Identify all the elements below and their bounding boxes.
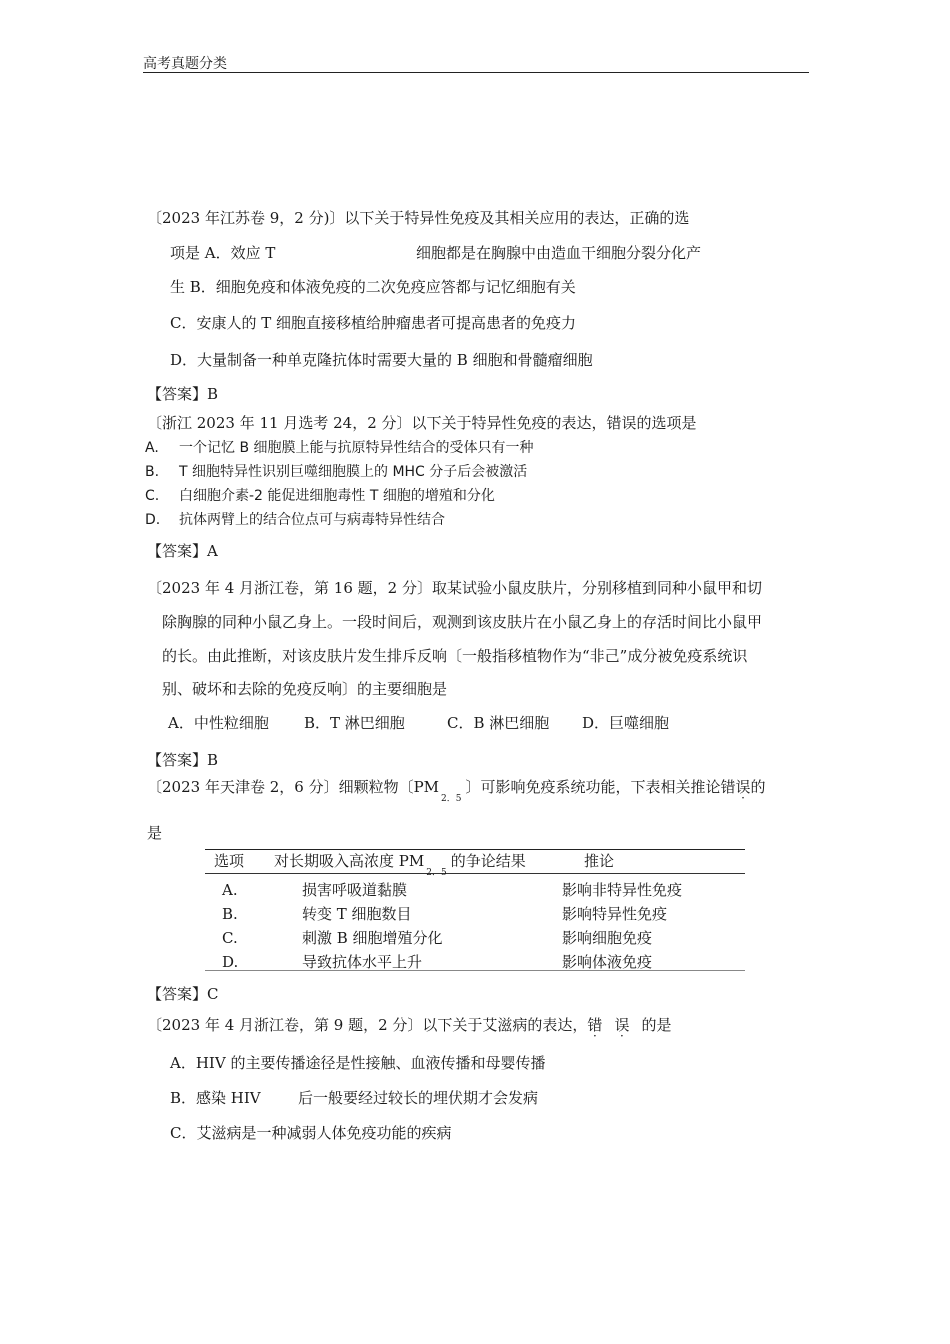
option-text: T 细胞特异性识别巨噬细胞膜上的 MHC 分子后会被激活 <box>179 464 528 480</box>
q5-option-b-b: 后一般要经过较长的埋伏期才会发病 <box>298 1089 539 1107</box>
option-text: 一个记忆 B 细胞膜上能与抗原特异性结合的受体只有一种 <box>179 440 534 456</box>
q2-option-c <box>145 486 495 506</box>
table-header-result-a: 对长期吸入高浓度 PM <box>274 852 425 870</box>
table-cell-inference: 影响特异性免疫 <box>562 905 668 923</box>
q5-option-c: C．艾滋病是一种减弱人体免疫功能的疾病 <box>170 1124 452 1142</box>
q3-line4: 别、破坏和去除的免疫反响〕的主要细胞是 <box>162 680 448 698</box>
q1-stem: 〔2023 年江苏卷 9，2 分)〕以下关于特异性免疫及其相关应用的表达，正确的选 <box>147 209 690 227</box>
q5-stem-a: 〔2023 年 4 月浙江卷，第 9 题，2 分〕以下关于艾滋病的表达， <box>147 1016 588 1034</box>
table-cell-option: B. <box>222 905 238 923</box>
table-cell-inference: 影响体液免疫 <box>562 953 653 971</box>
q4-stem-c3: 的 <box>750 778 766 796</box>
table-cell-option: D. <box>222 953 239 971</box>
q4-stem-cont: 是 <box>147 824 163 842</box>
q5-stem-word2: 误 <box>614 1016 630 1034</box>
q3-line1: 〔2023 年 4 月浙江卷，第 16 题，2 分〕取某试验小鼠皮肤片，分别移植到同种小鼠甲和切 <box>147 579 762 597</box>
q5-stem-word1: 错 <box>587 1016 603 1034</box>
q2-stem: 〔浙江 2023 年 11 月选考 24，2 分〕以下关于特异性免疫的表达，错误的选项是 <box>147 414 697 432</box>
q5-stem <box>147 1015 671 1035</box>
q4-stem-subscript: 2．5 <box>441 794 462 804</box>
table-header-result-subscript: 2．5 <box>426 868 447 878</box>
q4-answer: 【答案】C <box>147 985 219 1003</box>
q3-line2: 除胸腺的同种小鼠乙身上。一段时间后，观测到该皮肤片在小鼠乙身上的存活时间比小鼠甲 <box>162 613 763 631</box>
q5-option-a: A．HIV 的主要传播途径是性接触、血液传播和母婴传播 <box>170 1054 546 1072</box>
page-header <box>143 56 809 73</box>
table-cell-result: 刺激 B 细胞增殖分化 <box>302 929 443 947</box>
option-text: 抗体两臂上的结合位点可与病毒特异性结合 <box>179 512 445 528</box>
q5-option-b-a: B．感染 HIV <box>170 1089 261 1107</box>
q1-line2a: 项是 A．效应 T <box>170 244 276 262</box>
option-label: A. <box>145 440 159 456</box>
table-top-rule <box>205 849 745 850</box>
q1-line2b: 细胞都是在胸腺中由造血干细胞分裂分化产 <box>416 244 702 262</box>
q3-option-a: A．中性粒细胞 <box>168 714 269 732</box>
q2-option-d <box>145 510 445 530</box>
q2-option-b <box>145 462 527 482</box>
table-header-result-b: 的争论结果 <box>450 852 526 870</box>
q2-option-a <box>145 438 534 458</box>
q4-stem <box>147 777 766 804</box>
table-cell-result: 损害呼吸道黏膜 <box>302 881 408 899</box>
table-cell-option: C. <box>222 929 238 947</box>
option-label: C. <box>145 488 160 504</box>
q4-stem-c1: 错 <box>720 778 736 796</box>
table-header-option: 选项 <box>214 852 245 870</box>
q1-line3: 生 B．细胞免疫和体液免疫的二次免疫应答都与记忆细胞有关 <box>170 278 576 296</box>
q1-answer: 【答案】B <box>147 385 219 403</box>
option-label: B. <box>145 464 160 480</box>
q3-option-c: C．B 淋巴细胞 <box>447 714 550 732</box>
option-text: 白细胞介素-2 能促进细胞毒性 T 细胞的增殖和分化 <box>179 488 495 504</box>
table-cell-option: A. <box>222 881 238 899</box>
q3-option-b: B．T 淋巴细胞 <box>304 714 405 732</box>
q3-line3: 的长。由此推断，对该皮肤片发生排斥反响〔一般指移植物作为“非己”成分被免疫系统识 <box>162 647 748 665</box>
table-header-result <box>274 851 526 878</box>
q1-line5: D．大量制备一种单克隆抗体时需要大量的 B 细胞和骨髓瘤细胞 <box>170 351 593 369</box>
q2-answer: 【答案】A <box>147 542 218 560</box>
table-cell-result: 转变 T 细胞数目 <box>302 905 412 923</box>
table-cell-inference: 影响非特异性免疫 <box>562 881 683 899</box>
table-cell-inference: 影响细胞免疫 <box>562 929 653 947</box>
option-label: D. <box>145 512 161 528</box>
header-title: 高考真题分类 <box>143 56 227 72</box>
q5-stem-b: 的是 <box>641 1016 672 1034</box>
q1-line4: C．安康人的 T 细胞直接移植给肿瘤患者可提高患者的免疫力 <box>170 314 577 332</box>
q4-stem-c2: 误 <box>735 778 751 796</box>
q4-stem-a: 〔2023 年天津卷 2，6 分〕细颗粒物〔PM <box>147 778 440 796</box>
q3-option-d: D．巨噬细胞 <box>582 714 670 732</box>
table-cell-result: 导致抗体水平上升 <box>302 953 423 971</box>
table-header-inference: 推论 <box>584 852 615 870</box>
table-bottom-rule <box>205 970 745 971</box>
q3-answer: 【答案】B <box>147 751 219 769</box>
q4-stem-b: 〕可影响免疫系统功能，下表相关推论 <box>465 778 721 796</box>
